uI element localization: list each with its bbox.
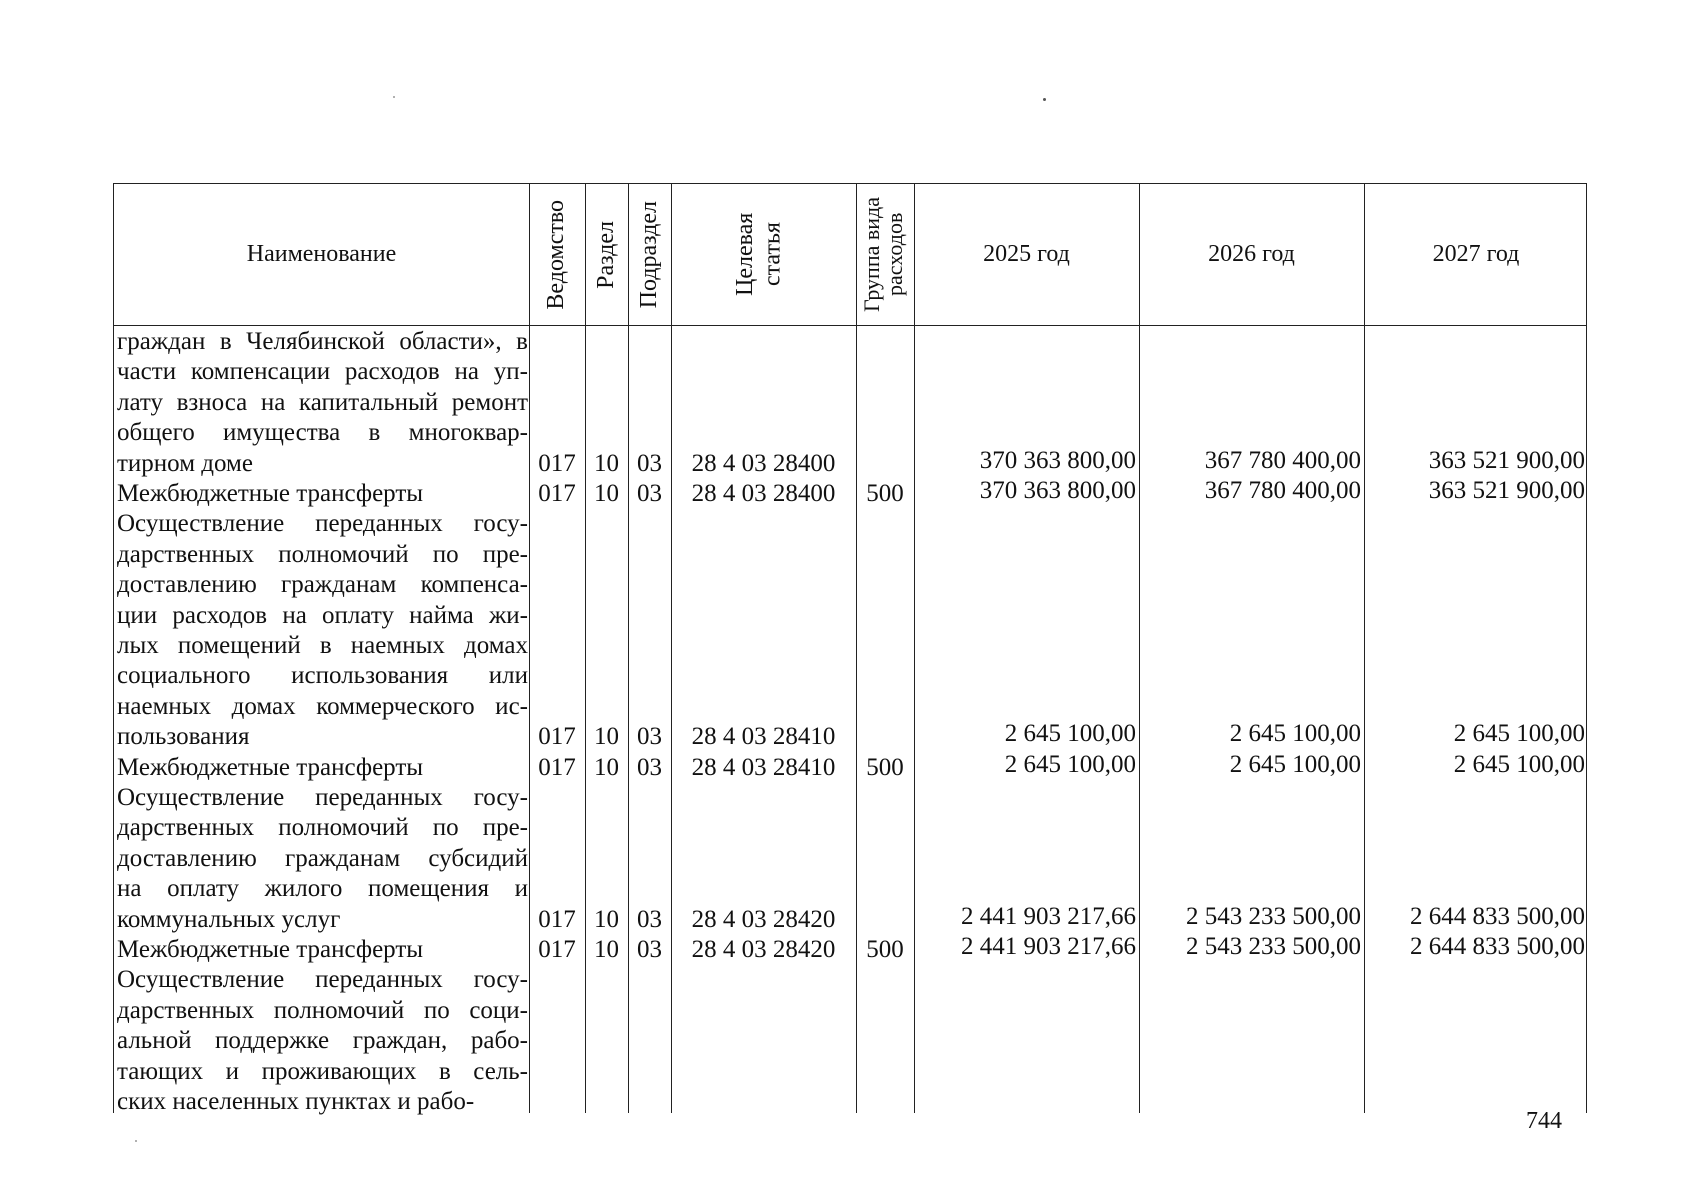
cell-subsection: 03 xyxy=(637,905,662,933)
row-name-line: лату взноса на капитальный ремонт xyxy=(117,388,528,416)
row-name-line: дарственных полномочий по пре- xyxy=(117,814,528,842)
row-name-line: альной поддержке граждан, рабо- xyxy=(117,1027,528,1055)
row-name-line: ции расходов на оплату найма жи- xyxy=(117,601,528,629)
row-name-line: коммунальных услуг xyxy=(117,905,341,933)
scan-speck xyxy=(135,1140,137,1142)
cell-section: 10 xyxy=(594,936,619,963)
cell-y2026: 2 543 233 500,00 xyxy=(1186,933,1361,960)
cell-dept: 017 xyxy=(538,449,576,477)
row-name xyxy=(117,509,528,752)
cell-target: 28 4 03 28400 xyxy=(691,480,836,507)
row-name-line: дарственных полномочий по соци- xyxy=(117,996,528,1024)
cell-dept: 017 xyxy=(538,723,576,751)
cell-dept: 017 xyxy=(538,905,576,933)
cell-dept: 017 xyxy=(538,480,576,507)
header-name: Наименование xyxy=(246,240,397,267)
header-2025: 2025 год xyxy=(983,240,1070,267)
cell-target: 28 4 03 28410 xyxy=(691,723,836,751)
cell-y2027: 2 645 100,00 xyxy=(1453,720,1585,748)
cell-y2026: 2 645 100,00 xyxy=(1229,720,1361,748)
scan-speck xyxy=(393,96,395,98)
cell-y2025: 2 441 903 217,66 xyxy=(961,933,1136,960)
cell-section: 10 xyxy=(594,905,619,933)
header-2026: 2026 год xyxy=(1208,240,1295,267)
page-number: 744 xyxy=(1526,1108,1562,1134)
cell-y2025: 370 363 800,00 xyxy=(979,477,1136,504)
cell-y2025: 2 645 100,00 xyxy=(1004,750,1136,778)
row-name-line: Осуществление переданных госу- xyxy=(117,784,528,811)
header-dept: Ведомство xyxy=(543,199,570,310)
cell-subsection: 03 xyxy=(637,753,662,781)
row-name-line: граждан в Челябинской области», в xyxy=(117,328,528,355)
cell-section: 10 xyxy=(594,723,619,751)
cell-subsection: 03 xyxy=(637,449,662,477)
cell-target: 28 4 03 28400 xyxy=(691,449,836,477)
header-subsection: Подраздел xyxy=(635,200,662,309)
row-name-line: дарственных полномочий по пре- xyxy=(117,540,528,568)
cell-y2027: 2 644 833 500,00 xyxy=(1410,933,1585,960)
cell-group: 500 xyxy=(866,936,904,963)
cell-y2025: 2 441 903 217,66 xyxy=(961,902,1136,930)
row-name-line: Межбюджетные трансферты xyxy=(117,753,424,781)
row-name-line: тирном доме xyxy=(117,449,253,477)
row-name-line: ских населенных пунктах и рабо- xyxy=(117,1088,475,1116)
cell-y2027: 363 521 900,00 xyxy=(1428,477,1585,504)
cell-y2026: 367 780 400,00 xyxy=(1204,446,1361,474)
row-name-line: Межбюджетные трансферты xyxy=(117,936,424,963)
row-name xyxy=(117,965,528,1117)
row-name-line: наемных домах коммерческого ис- xyxy=(117,692,528,720)
row-name xyxy=(117,753,528,783)
row-name-line: доставлению гражданам компенса- xyxy=(117,571,528,599)
cell-y2026: 2 645 100,00 xyxy=(1229,750,1361,778)
cell-subsection: 03 xyxy=(637,480,662,507)
row-name-line: на оплату жилого помещения и xyxy=(117,875,528,903)
cell-target: 28 4 03 28420 xyxy=(691,936,836,963)
row-name-line: тающих и проживающих в сель- xyxy=(117,1057,528,1085)
cell-group: 500 xyxy=(866,753,904,781)
row-name xyxy=(117,479,528,509)
cell-section: 10 xyxy=(594,753,619,781)
header-section: Раздел xyxy=(592,220,619,289)
cell-subsection: 03 xyxy=(637,723,662,751)
row-name-line: лых помещений в наемных домах xyxy=(117,632,528,660)
row-name xyxy=(117,935,528,965)
cell-target: 28 4 03 28410 xyxy=(691,753,836,781)
row-name-line: Осуществление переданных госу- xyxy=(117,510,528,538)
cell-target: 28 4 03 28420 xyxy=(691,905,836,933)
header-divider xyxy=(114,325,1586,326)
row-name xyxy=(117,327,528,479)
cell-dept: 017 xyxy=(538,753,576,781)
cell-y2026: 2 543 233 500,00 xyxy=(1186,902,1361,930)
row-name-line: Межбюджетные трансферты xyxy=(117,480,424,507)
cell-y2027: 363 521 900,00 xyxy=(1428,446,1585,474)
row-name-line: общего имущества в многоквар- xyxy=(117,419,528,447)
cell-y2025: 2 645 100,00 xyxy=(1004,720,1136,748)
header-target: Целевая статья xyxy=(731,212,786,297)
cell-subsection: 03 xyxy=(637,936,662,963)
row-name-line: социального использования или xyxy=(117,662,528,690)
cell-group: 500 xyxy=(866,480,904,507)
header-2027: 2027 год xyxy=(1432,240,1520,267)
cell-y2027: 2 645 100,00 xyxy=(1453,750,1585,778)
header-expense-group: Группа вида расходов xyxy=(859,197,908,312)
row-name-line: пользования xyxy=(117,723,250,751)
cell-section: 10 xyxy=(594,480,619,507)
cell-dept: 017 xyxy=(538,936,576,963)
cell-y2026: 367 780 400,00 xyxy=(1204,477,1361,504)
cell-y2027: 2 644 833 500,00 xyxy=(1410,902,1585,930)
row-name xyxy=(117,783,528,935)
row-name-line: доставлению гражданам субсидий xyxy=(117,844,528,872)
row-name-line: Осуществление переданных госу- xyxy=(117,966,528,994)
scan-speck xyxy=(1043,98,1046,101)
cell-section: 10 xyxy=(594,449,619,477)
row-name-line: части компенсации расходов на уп- xyxy=(117,358,528,386)
cell-y2025: 370 363 800,00 xyxy=(979,446,1136,474)
budget-table xyxy=(113,183,1587,1116)
